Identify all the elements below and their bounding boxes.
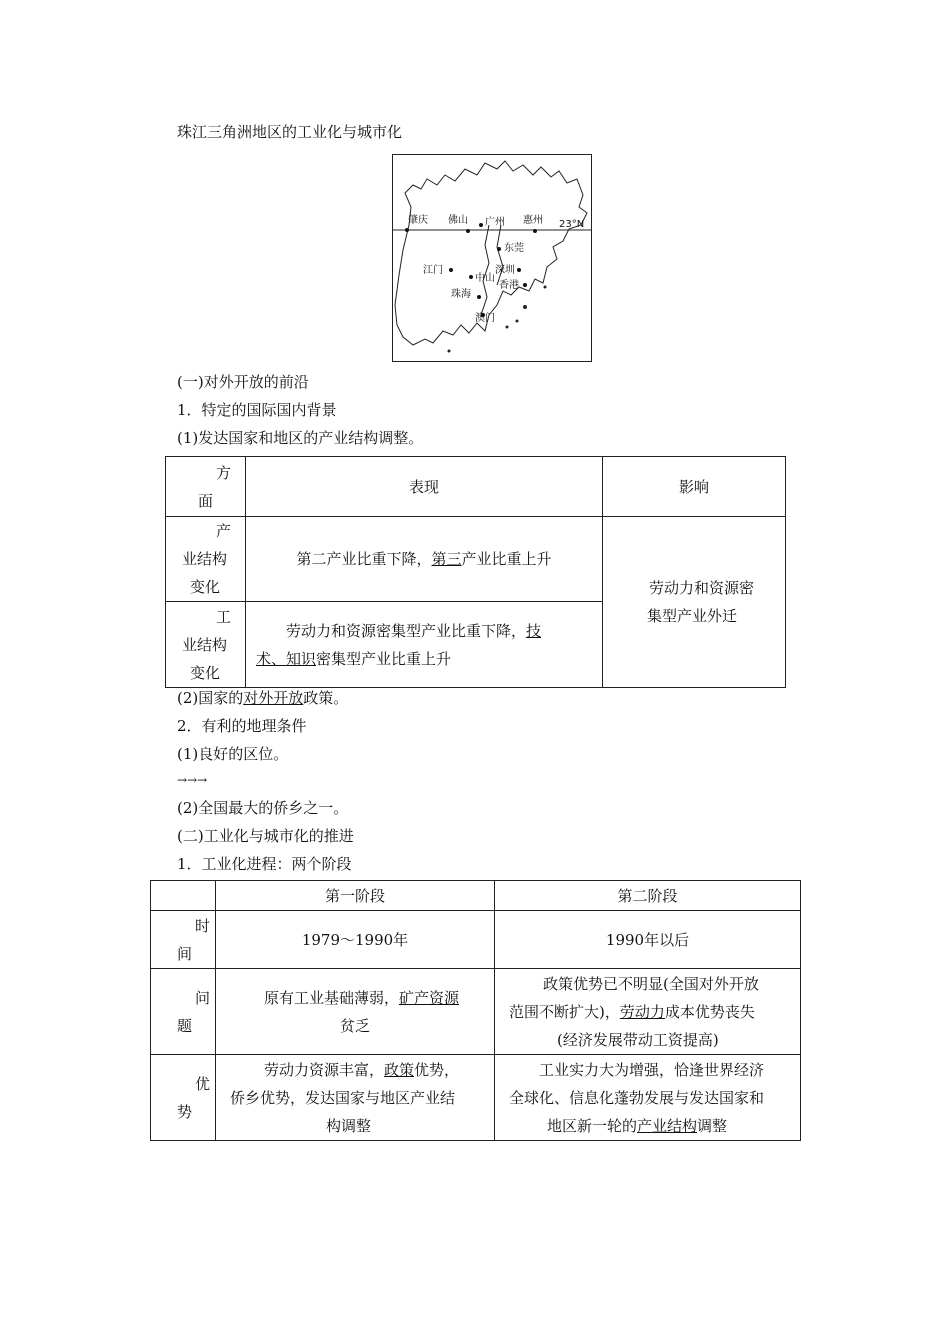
map-label-jiangmen: 江门 bbox=[423, 265, 443, 276]
row-performance-industry: 第二产业比重下降，第三产业比重上升 bbox=[246, 517, 603, 602]
header-performance: 表现 bbox=[246, 457, 603, 517]
map-label-shenzhen: 深圳 bbox=[495, 265, 515, 276]
map-label-guangzhou: 广州 bbox=[485, 217, 505, 228]
time-stage2: 1990年以后 bbox=[495, 911, 801, 969]
map-label-zhuhai: 珠海 bbox=[451, 289, 471, 300]
row-aspect-manufacturing: 工 业结构 变化 bbox=[166, 602, 246, 688]
time-stage1: 1979～1990年 bbox=[216, 911, 495, 969]
map-label-zhaoqing: 肇庆 bbox=[408, 215, 428, 226]
section-heading-2: (二)工业化与城市化的推进 bbox=[177, 827, 354, 845]
header-impact: 影响 bbox=[603, 457, 786, 517]
industrialization-stage-table bbox=[150, 880, 801, 1141]
advantage-stage2: 工业实力大为增强，恰逢世界经济 全球化、信息化蓬勃发展与发达国家和 地区新一轮的产业结构调整 bbox=[495, 1055, 801, 1141]
sub-item-2: (2)国家的对外开放政策。 bbox=[177, 689, 349, 707]
header-stage1: 第一阶段 bbox=[216, 881, 495, 911]
table-row bbox=[151, 911, 801, 969]
pearl-river-delta-map bbox=[392, 154, 592, 362]
map-label-huizhou: 惠州 bbox=[523, 215, 543, 226]
table-row bbox=[151, 969, 801, 1055]
item-1-2: 2．有利的地理条件 bbox=[177, 717, 307, 735]
page-title: 珠江三角洲地区的工业化与城市化 bbox=[177, 123, 403, 141]
header-empty bbox=[151, 881, 216, 911]
map-label-foshan: 佛山 bbox=[448, 215, 468, 226]
row-aspect-industry: 产 业结构 变化 bbox=[166, 517, 246, 602]
table-row bbox=[151, 1055, 801, 1141]
row-label-problem: 问 题 bbox=[151, 969, 216, 1055]
arrow-chain: →→→ bbox=[177, 773, 208, 787]
row-performance-manufacturing: 劳动力和资源密集型产业比重下降，技 术、知识密集型产业比重上升 bbox=[246, 602, 603, 688]
row-label-advantage: 优 势 bbox=[151, 1055, 216, 1141]
problem-stage2: 政策优势已不明显(全国对外开放 范围不断扩大)，劳动力成本优势丧失 (经济发展带动工资提高) bbox=[495, 969, 801, 1055]
header-aspect: 方 面 bbox=[166, 457, 246, 517]
map-label-zhongshan: 中山 bbox=[475, 273, 495, 284]
table-header-row bbox=[151, 881, 801, 911]
sub-item-4: (2)全国最大的侨乡之一。 bbox=[177, 799, 349, 817]
map-outline bbox=[393, 155, 591, 361]
advantage-stage1: 劳动力资源丰富，政策优势， 侨乡优势，发达国家与地区产业结 构调整 bbox=[216, 1055, 495, 1141]
section-heading-1: (一)对外开放的前沿 bbox=[177, 373, 309, 391]
row-label-time: 时 间 bbox=[151, 911, 216, 969]
map-label-latitude: 23°N bbox=[559, 219, 585, 230]
industry-structure-table bbox=[165, 456, 786, 688]
problem-stage1: 原有工业基础薄弱，矿产资源 贫乏 bbox=[216, 969, 495, 1055]
table-row bbox=[166, 517, 786, 602]
sub-item-1: (1)发达国家和地区的产业结构调整。 bbox=[177, 429, 424, 447]
map-label-dongguan: 东莞 bbox=[504, 243, 524, 254]
item-1-1: 1．特定的国际国内背景 bbox=[177, 401, 337, 419]
map-label-hongkong: 香港 bbox=[499, 280, 519, 291]
header-stage2: 第二阶段 bbox=[495, 881, 801, 911]
row-impact: 劳动力和资源密 集型产业外迁 bbox=[603, 517, 786, 688]
item-2-1: 1．工业化进程：两个阶段 bbox=[177, 855, 352, 873]
map-label-macau: 澳门 bbox=[475, 313, 495, 324]
sub-item-3: (1)良好的区位。 bbox=[177, 745, 289, 763]
table-header-row bbox=[166, 457, 786, 517]
